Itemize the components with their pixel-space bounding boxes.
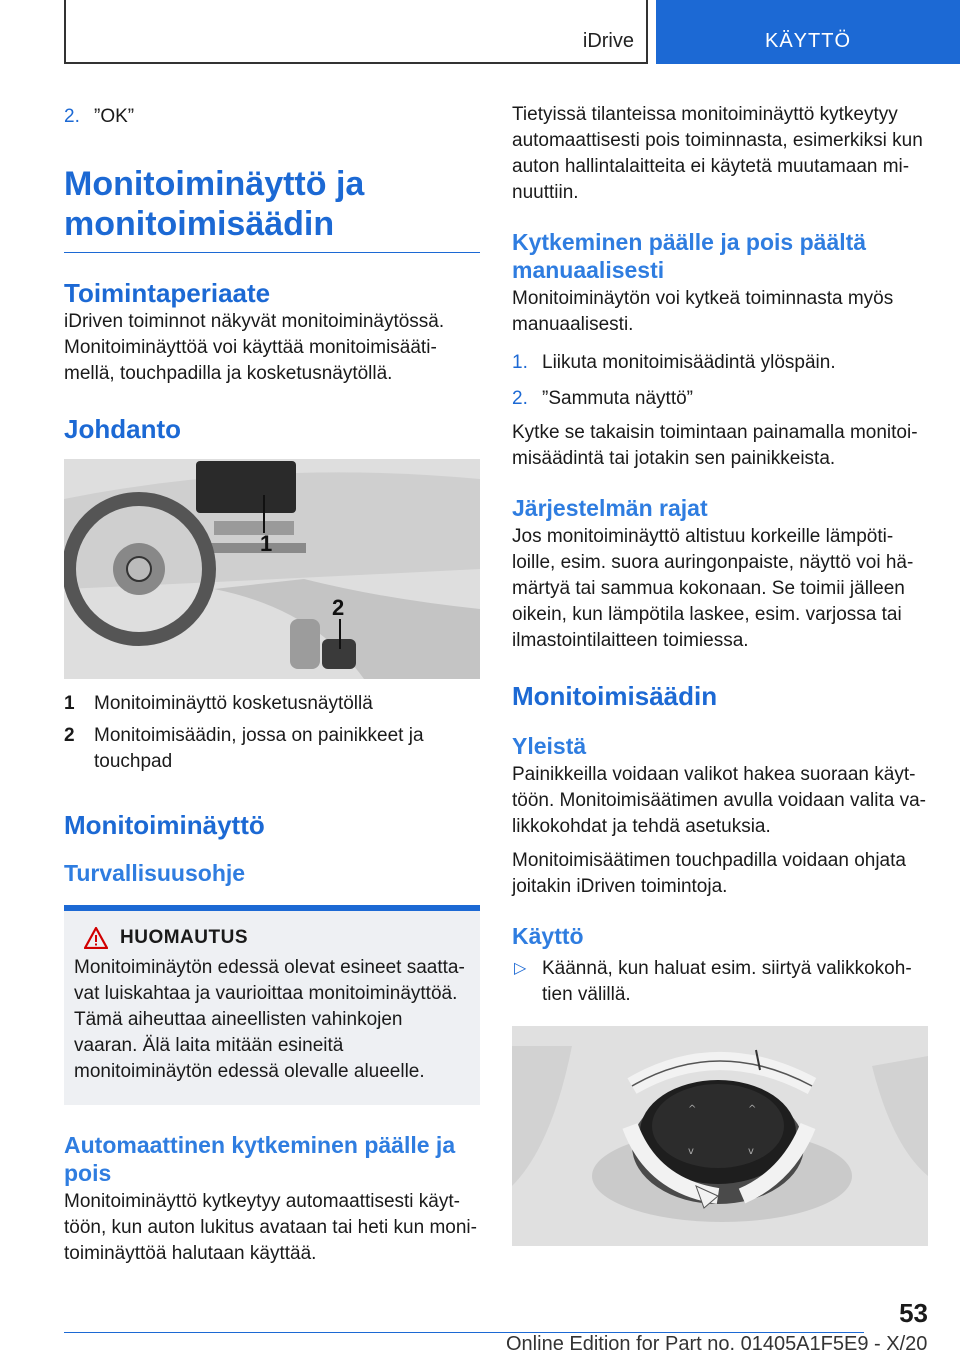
controller-illustration [512, 1026, 928, 1246]
use-text: Käännä, kun haluat esim. siirtyä valikkokohtien välillä. [542, 958, 912, 1005]
svg-text:^: ^ [688, 1104, 697, 1115]
page-title: Monitoiminäyttö ja monitoimisäädin [64, 165, 365, 243]
header-section: iDrive [582, 30, 634, 52]
manual-after-text: Kytke se takaisin toimintaan painamalla monitoimisäädintä tai jotakin sen painikkeista. [512, 422, 918, 469]
heading-manual: Kytkeminen päälle ja pois päältä manuaalisesti [512, 229, 867, 283]
bullet-triangle-icon: ▷ [514, 960, 527, 977]
manual-text: Monitoiminäytön voi kytkeä toiminnasta myös manuaalisesti. [512, 288, 894, 335]
step-ok [64, 104, 480, 130]
footer-edition: Online Edition for Part no. 01405A1F5E9 - X/20 [506, 1333, 928, 1355]
heading-safety: Turvallisuusohje [64, 860, 246, 886]
legend-text: Monitoimisäädin, jossa on painikkeet ja touchpad [94, 725, 424, 772]
header-section-box [64, 0, 648, 64]
warning-title: HUOMAUTUS [120, 927, 248, 948]
heading-use: Käyttö [512, 923, 584, 949]
step-number: 2. [512, 388, 528, 409]
legend-number: 2 [64, 725, 75, 746]
page-number: 53 [899, 1298, 928, 1328]
dashboard-drawing [64, 459, 480, 679]
manual-steps [512, 350, 928, 412]
auto-off-text: Tietyissä tilanteissa monitoiminäyttö kytkeytyy automaattisesti pois toiminnasta, esimerkiksi kun auton hallintalaitteita ei käytetä muutamaan minuuttiin. [512, 104, 923, 203]
step-text: ”OK” [94, 106, 135, 127]
heading-intro: Johdanto [64, 414, 181, 444]
heading-limits: Järjestelmän rajat [512, 495, 708, 521]
heading-principle: Toimintaperiaate [64, 278, 271, 308]
heading-general: Yleistä [512, 733, 587, 759]
general-text-1: Painikkeilla voidaan valikot hakea suoraan käyttöön. Monitoimisäätimen avulla voidaan valita valikkokohdat ja tehdä asetuksia. [512, 764, 926, 837]
limits-text: Jos monitoiminäyttö altistuu korkeille lämpötiloille, esim. suora auringonpaiste, näyttö voi hämärtyä tai sammua kokonaan. Se toimii jälleen oikein, kun lämpötila laskee, esim. varjossa tai ilmastointilaitteen toimiessa. [512, 526, 914, 651]
callout-1: 1 [260, 531, 273, 556]
callout-2: 2 [332, 595, 345, 620]
legend-list [64, 691, 480, 775]
header-chapter-tab [656, 0, 960, 64]
principle-text: iDriven toiminnot näkyvät monitoiminäytössä. Monitoiminäyttöä voi käyttää monitoimisäätimellä, touchpadilla ja kosketusnäytöllä. [64, 311, 445, 384]
step-text: ”Sammuta näyttö” [542, 388, 693, 409]
general-text-2: Monitoimisäätimen touchpadilla voidaan ohjata joitakin iDriven toimintoja. [512, 850, 906, 897]
svg-text:^: ^ [748, 1104, 757, 1115]
svg-text:v: v [688, 1146, 694, 1157]
step-text: Liikuta monitoimisäädintä ylöspäin. [542, 352, 836, 373]
warning-box [64, 905, 480, 1105]
step-number: 2. [64, 106, 80, 127]
step-item [512, 350, 928, 376]
warning-triangle-icon [84, 927, 108, 949]
warning-text: Monitoiminäytön edessä olevat esineet saattavat luiskahtaa ja vaurioittaa monitoiminäyttöä. Tämä aiheuttaa aineellisten vahinkojen vaaran. Älä laita mitään esineitä monitoiminäytön edessä olevalle alueelle. [74, 957, 465, 1082]
dashboard-illustration [64, 459, 480, 679]
heading-controller: Monitoimisäädin [512, 681, 718, 711]
right-column [512, 100, 928, 1246]
title-rule [64, 252, 480, 253]
heading-auto: Automaattinen kytkeminen päälle ja pois [64, 1132, 456, 1186]
controller-drawing [512, 1026, 928, 1246]
step-number: 1. [512, 352, 528, 373]
svg-text:v: v [748, 1146, 754, 1157]
legend-item [64, 691, 480, 717]
legend-item [64, 723, 480, 775]
legend-text: Monitoiminäyttö kosketusnäytöllä [94, 693, 373, 714]
heading-display: Monitoiminäyttö [64, 810, 265, 840]
left-column [64, 100, 480, 1267]
auto-text: Monitoiminäyttö kytkeytyy automaattisesti käyttöön, kun auton lukitus avataan tai heti kun monitoiminäyttöä halutaan käyttää. [64, 1191, 477, 1264]
step-item [512, 386, 928, 412]
header-chapter: KÄYTTÖ [764, 30, 851, 52]
warning-header [84, 927, 470, 949]
use-item [512, 956, 928, 1008]
legend-number: 1 [64, 693, 75, 714]
